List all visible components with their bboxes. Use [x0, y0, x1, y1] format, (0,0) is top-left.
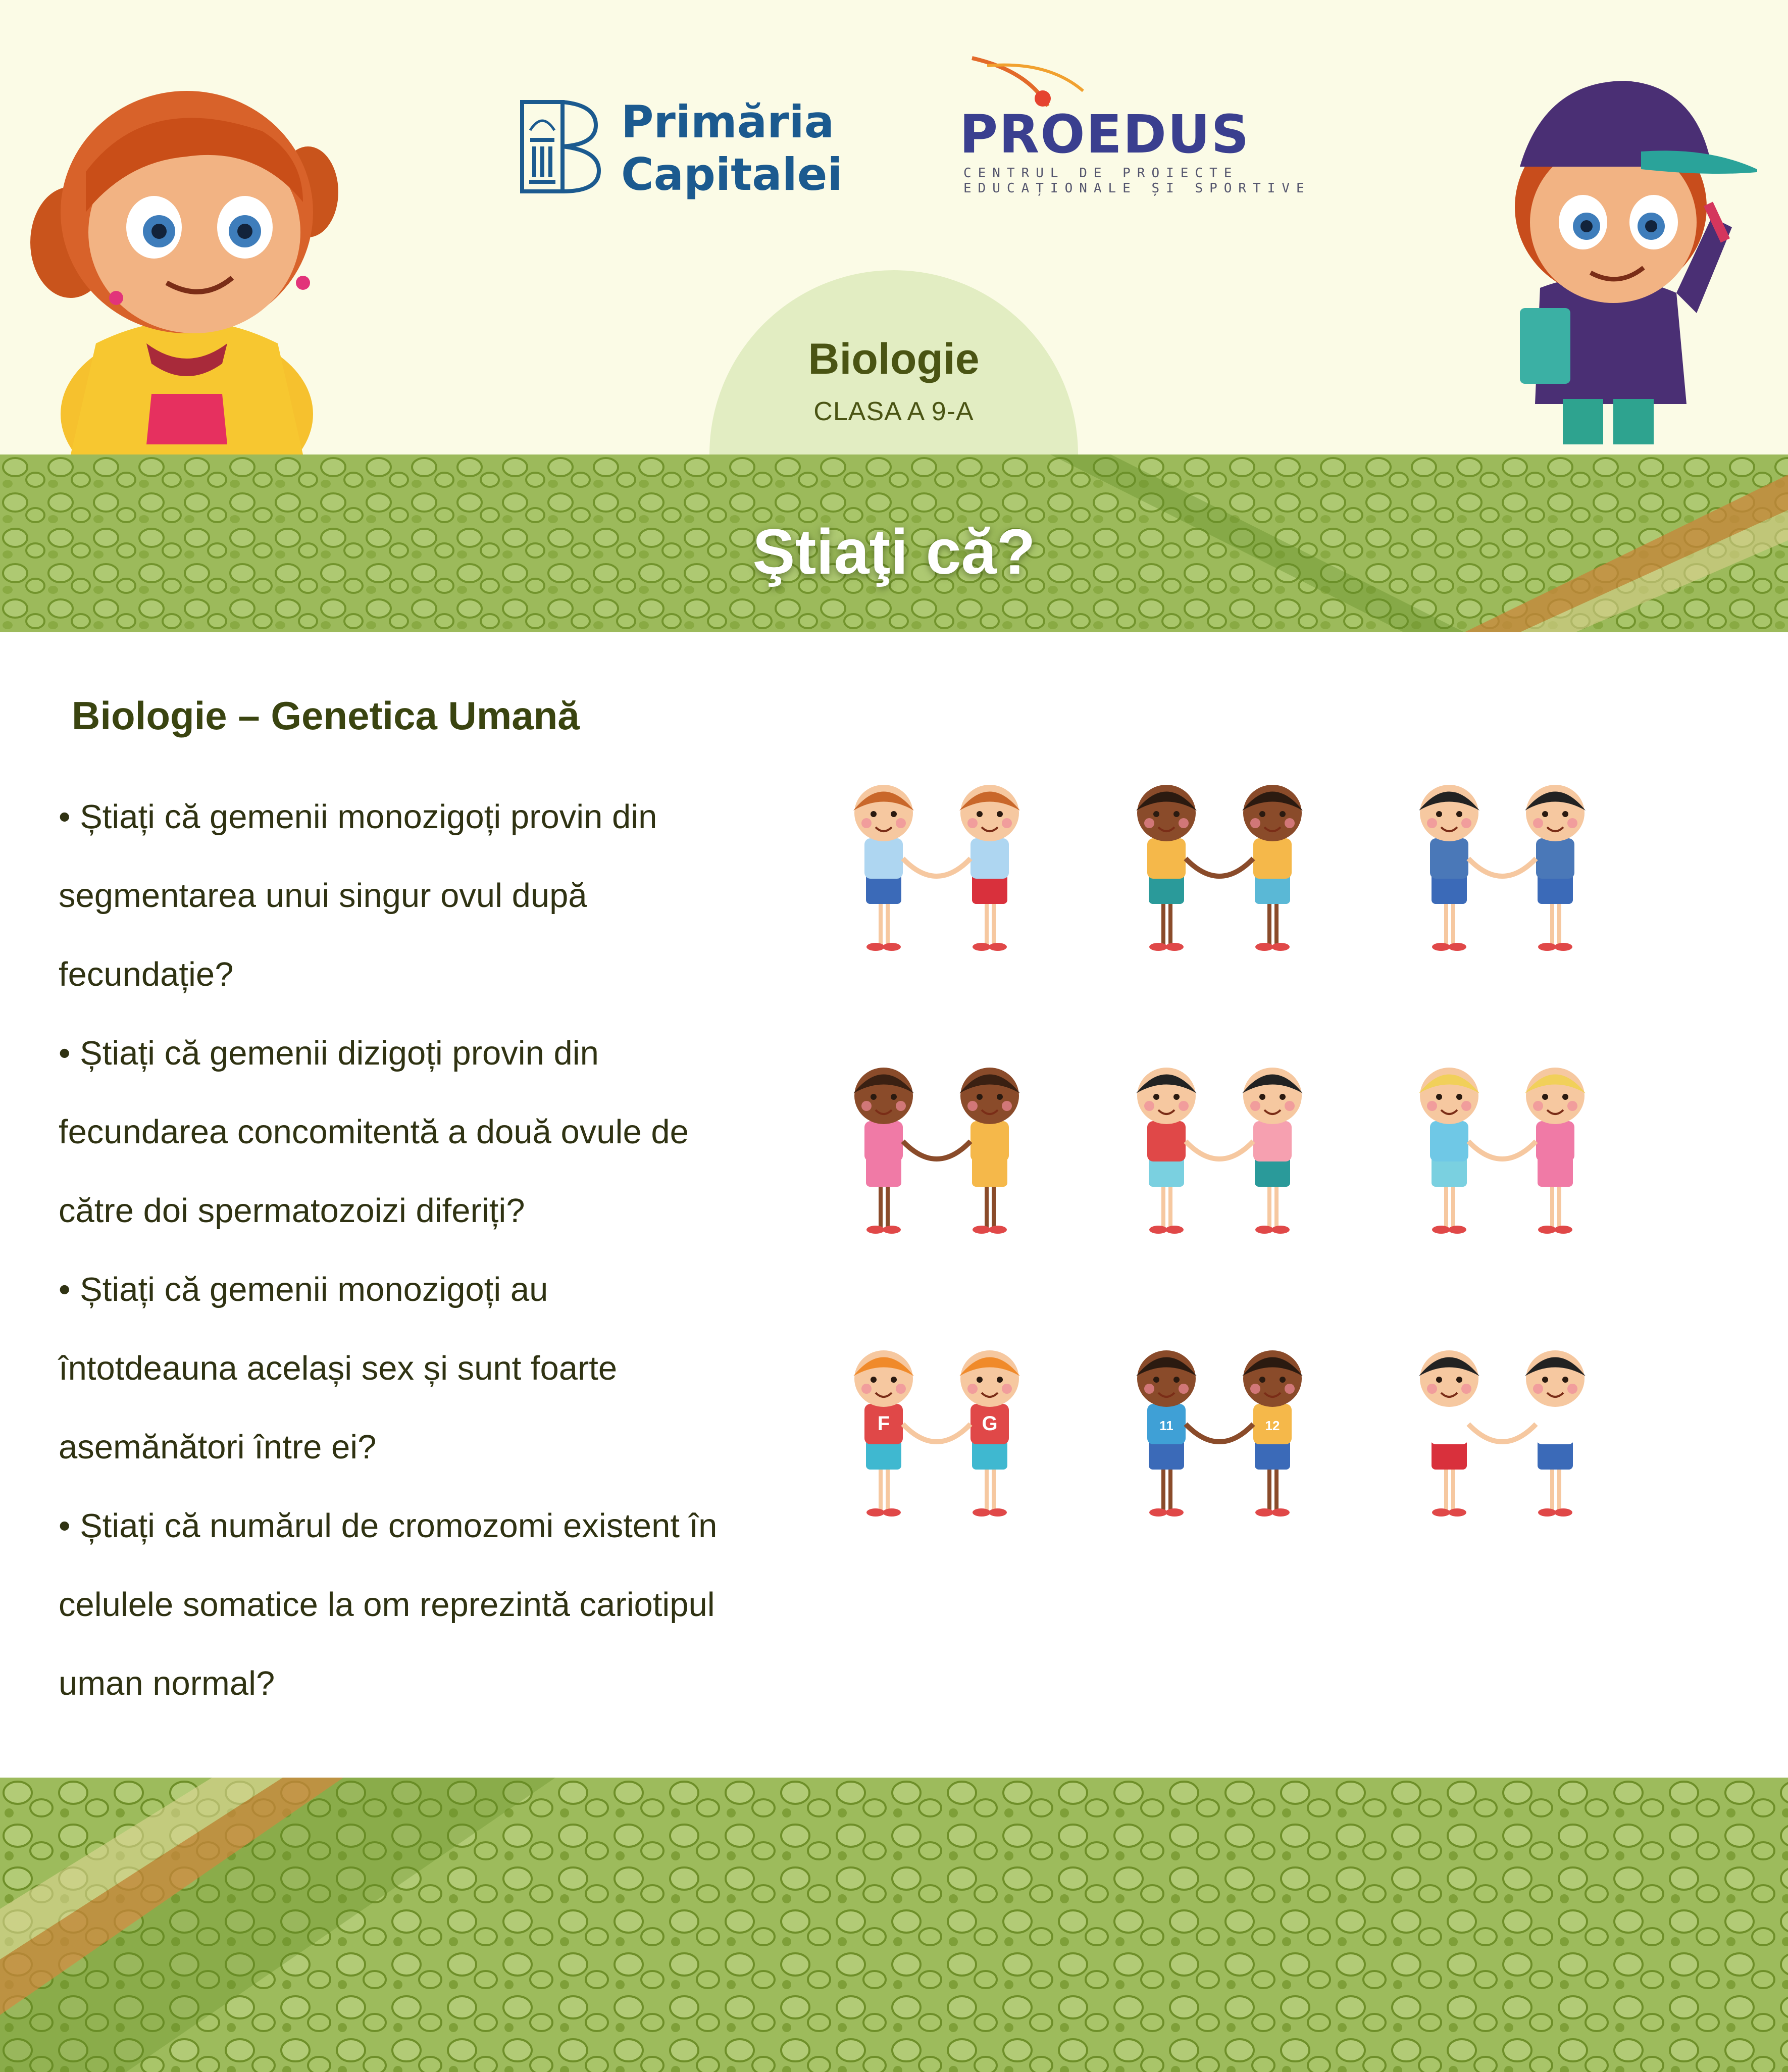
twin-pair: [1419, 785, 1586, 951]
banner-title: Ştiaţi că?: [752, 516, 1036, 587]
fact-1-line-3: fecundație?: [59, 955, 234, 993]
proedus-tagline-2: EDUCAȚIONALE ȘI SPORTIVE: [963, 181, 1311, 196]
fact-1-line-1: • Știați că gemenii monozigoți provin din: [59, 798, 657, 836]
boy-mascot-illustration: [1474, 50, 1757, 454]
twin-child: [1419, 785, 1479, 951]
fact-4-line-3: uman normal?: [59, 1664, 275, 1702]
fact-2-line-1: • Știați că gemenii dizigoți provin din: [59, 1034, 599, 1072]
twin-child: [1136, 785, 1197, 951]
twin-pair: [853, 1350, 1020, 1517]
proedus-flame-icon: [967, 50, 1098, 111]
primaria-logo-line2: Capitalei: [621, 148, 843, 200]
proedus-name: PROEDUS: [959, 104, 1250, 165]
twin-child: [1419, 1068, 1479, 1234]
twin-pair: [853, 1068, 1020, 1234]
girl-mascot-illustration: [20, 61, 353, 454]
primaria-building-icon: [520, 100, 601, 193]
header: [0, 0, 1788, 454]
twin-child: [1136, 1350, 1197, 1517]
shirt-label: 12: [1265, 1418, 1280, 1433]
twin-child: [959, 1068, 1020, 1234]
twin-child: [1419, 1350, 1479, 1517]
twin-child: [959, 785, 1020, 951]
twin-child: [853, 785, 914, 951]
footer-texture: [0, 1778, 1788, 2072]
shirt-label: 11: [1159, 1418, 1173, 1433]
twin-child: [1525, 1068, 1586, 1234]
facts-list: [59, 778, 826, 1723]
fact-3-line-2: întotdeauna același sex și sunt foarte: [59, 1349, 618, 1387]
twin-pair: [1136, 1068, 1303, 1234]
primaria-capitalei-logo: [520, 96, 848, 200]
twin-pair: [1136, 1350, 1303, 1517]
fact-4-line-1: • Știați că numărul de cromozomi existent în: [59, 1507, 718, 1545]
twin-child: [1525, 785, 1586, 951]
twin-child: [1242, 1350, 1303, 1517]
plant-cell-texture-footer: [0, 1778, 1788, 2072]
twin-child: [853, 1068, 914, 1234]
twin-pair: [1419, 1068, 1586, 1234]
fact-2-line-2: fecundarea concomitentă a două ovule de: [59, 1113, 689, 1151]
twin-child: [1525, 1350, 1586, 1517]
fact-2-line-3: către doi spermatozoizi diferiți?: [59, 1192, 525, 1230]
twin-pair: [853, 785, 1020, 951]
fact-1-line-2: segmentarea unui singur ovul după: [59, 877, 587, 915]
twin-pair: [1136, 785, 1303, 951]
twins-illustration: [808, 742, 1666, 1601]
twin-child: [1136, 1068, 1197, 1234]
fact-4-line-2: celulele somatice la om reprezintă cariotipul: [59, 1586, 715, 1624]
class-label: CLASA A 9-A: [813, 397, 974, 426]
fact-3-line-3: asemănători între ei?: [59, 1428, 377, 1466]
proedus-tagline-1: CENTRUL DE PROIECTE: [963, 166, 1239, 181]
subject-title: Biologie: [808, 335, 980, 383]
twin-pair: [1419, 1350, 1586, 1517]
shirt-label: G: [982, 1412, 998, 1435]
primaria-logo-line1: Primăria: [621, 96, 835, 148]
fact-3-line-1: • Știați că gemenii monozigoți au: [59, 1271, 548, 1308]
section-title: Biologie – Genetica Umană: [72, 693, 580, 738]
shirt-label: F: [877, 1412, 890, 1435]
twin-child: [1242, 785, 1303, 951]
proedus-logo: [959, 50, 1311, 202]
twin-child: [1242, 1068, 1303, 1234]
